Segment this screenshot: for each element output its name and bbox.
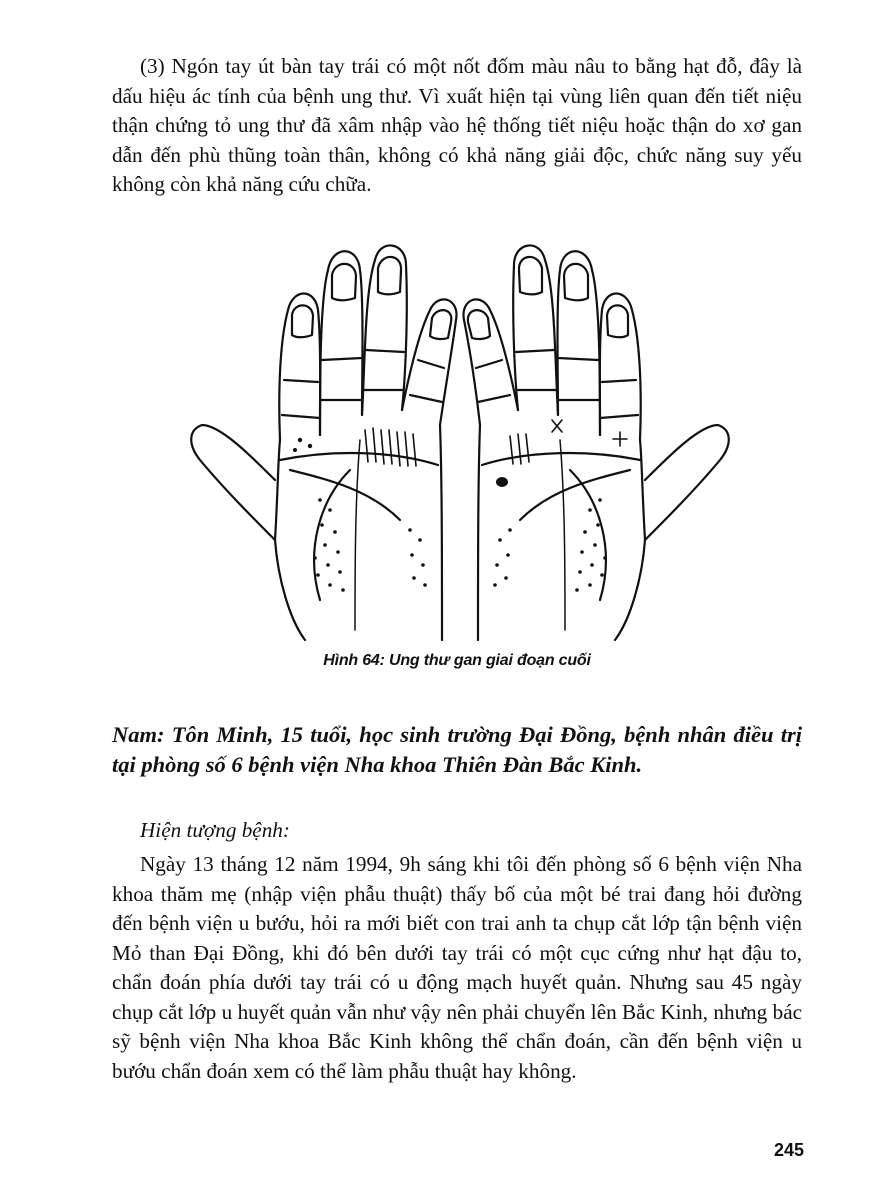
intro-paragraph: (3) Ngón tay út bàn tay trái có một nốt đốm màu nâu to bằng hạt đỗ, đây là dấu hiệu ác tính của bệnh ung thư. Vì xuất hiện tại vùng liên quan đến tiết niệu thận chứng tỏ ung thư đã xâm nhập vào hệ thống tiết niệu hoặc thận do xơ gan dẫn đến phù thũng toàn thân, không có khả năng giải độc, chức năng suy yếu không còn khả năng cứu chữa. [112,54,802,196]
hands-drawing [180,240,740,645]
brown-spot-mark [496,477,508,487]
case-paragraph: Ngày 13 tháng 12 năm 1994, 9h sáng khi tôi đến phòng số 6 bệnh viện Nha khoa thăm mẹ (nhập viện phẫu thuật) thấy bố của một bé trai đang hỏi đường đến bệnh viện u bướu, hỏi ra mới biết con trai anh ta chụp cắt lớp tận bệnh viện Mỏ than Đại Đồng, khi đó bên dưới tay trái có một cục cứng như hạt đậu to, chẩn đoán phía dưới tay trái có u động mạch huyết quản. Nhưng sau 45 ngày chụp cắt lớp u huyết quản vẫn như vậy nên phải chuyển lên Bắc Kinh, nhưng bác sỹ bệnh viện Nha khoa Bắc Kinh không thể chẩn đoán, cần đến bệnh viện u bướu chẩn đoán xem có thể làm phẫu thuật hay không. [112,852,802,1083]
palm-illustration [180,240,740,645]
right-hand-drawing [464,245,729,640]
figure-caption: Hình 64: Ung thư gan giai đoạn cuối [323,652,591,669]
case-heading: Nam: Tôn Minh, 15 tuổi, học sinh trường Đại Đồng, bệnh nhân điều trị tại phòng số 6 bệnh viện Nha khoa Thiên Đàn Bắc Kinh. [112,722,802,777]
left-hand-drawing [191,245,456,640]
page-number: 245 [773,1140,804,1160]
symptom-label: Hiện tượng bệnh: [140,818,290,842]
